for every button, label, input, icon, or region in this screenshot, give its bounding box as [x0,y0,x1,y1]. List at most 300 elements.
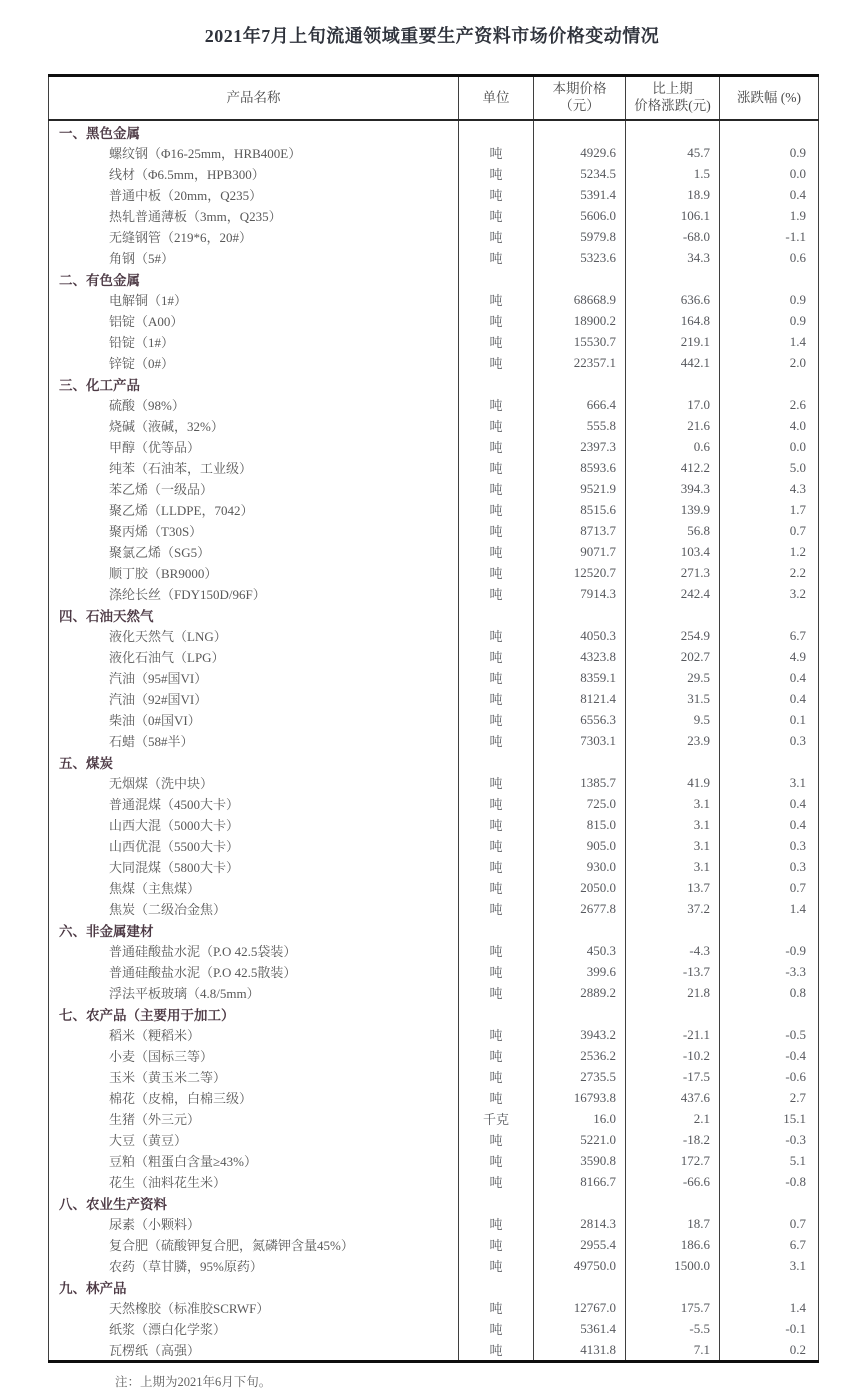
current-price-cell: 68668.9 [534,289,626,310]
current-price-cell: 7303.1 [534,730,626,751]
price-change-cell: 139.9 [626,499,720,520]
section-title: 八、农业生产资料 [49,1192,459,1213]
product-row [49,814,819,835]
price-change-cell: 17.0 [626,394,720,415]
change-percent-cell: 0.4 [720,688,819,709]
product-name-cell: 纯苯（石油苯，工业级） [49,457,459,478]
current-price-cell: 5391.4 [534,184,626,205]
product-row [49,646,819,667]
price-change-cell: 103.4 [626,541,720,562]
current-price-cell: 555.8 [534,415,626,436]
change-percent-cell: 5.0 [720,457,819,478]
unit-cell: 吨 [459,1150,534,1171]
product-name-cell: 大同混煤（5800大卡） [49,856,459,877]
unit-cell: 吨 [459,1318,534,1339]
change-percent-cell: -0.5 [720,1024,819,1045]
price-change-cell: 412.2 [626,457,720,478]
unit-cell: 吨 [459,961,534,982]
unit-cell: 吨 [459,877,534,898]
section-empty-unit-cell [459,1003,534,1024]
table-header [49,76,819,121]
change-percent-cell: 3.1 [720,1255,819,1276]
price-change-cell: -10.2 [626,1045,720,1066]
current-price-cell: 930.0 [534,856,626,877]
change-percent-cell: 1.4 [720,1297,819,1318]
section-empty-pct-cell [720,604,819,625]
product-row [49,394,819,415]
product-name-cell: 稻米（粳稻米） [49,1024,459,1045]
current-price-cell: 15530.7 [534,331,626,352]
footnote: 注：上期为2021年6月下旬。 [115,1375,272,1389]
change-percent-cell: -0.9 [720,940,819,961]
current-price-cell: 2955.4 [534,1234,626,1255]
price-change-cell: 41.9 [626,772,720,793]
product-row [49,205,819,226]
price-change-cell: 18.7 [626,1213,720,1234]
section-empty-price-cell [534,120,626,142]
header-price-change-line1: 比上期 [652,81,693,97]
change-percent-cell: 1.9 [720,205,819,226]
unit-cell: 吨 [459,478,534,499]
product-row [49,898,819,919]
product-row [49,289,819,310]
product-row [49,1024,819,1045]
product-name-cell: 普通硅酸盐水泥（P.O 42.5袋装） [49,940,459,961]
current-price-cell: 4929.6 [534,142,626,163]
product-row [49,184,819,205]
header-current-price [534,76,626,121]
current-price-cell: 5323.6 [534,247,626,268]
unit-cell: 千克 [459,1108,534,1129]
current-price-cell: 2677.8 [534,898,626,919]
unit-cell: 吨 [459,1297,534,1318]
price-change-cell: 31.5 [626,688,720,709]
unit-cell: 吨 [459,709,534,730]
product-name-cell: 锌锭（0#） [49,352,459,373]
change-percent-cell: 1.4 [720,898,819,919]
product-row [49,541,819,562]
product-name-cell: 生猪（外三元） [49,1108,459,1129]
product-row [49,1045,819,1066]
unit-cell: 吨 [459,982,534,1003]
current-price-cell: 8515.6 [534,499,626,520]
current-price-cell: 2889.2 [534,982,626,1003]
product-name-cell: 浮法平板玻璃（4.8/5mm） [49,982,459,1003]
section-row [49,1003,819,1024]
product-row [49,415,819,436]
product-name-cell: 无缝钢管（219*6，20#） [49,226,459,247]
product-name-cell: 玉米（黄玉米二等） [49,1066,459,1087]
current-price-cell: 399.6 [534,961,626,982]
section-empty-pct-cell [720,1192,819,1213]
price-change-cell: -5.5 [626,1318,720,1339]
current-price-cell: 8359.1 [534,667,626,688]
change-percent-cell: -0.8 [720,1171,819,1192]
current-price-cell: 49750.0 [534,1255,626,1276]
product-row [49,142,819,163]
section-empty-unit-cell [459,120,534,142]
change-percent-cell: 1.7 [720,499,819,520]
section-empty-unit-cell [459,604,534,625]
price-change-cell: 3.1 [626,856,720,877]
section-empty-price-cell [534,373,626,394]
change-percent-cell: 0.7 [720,520,819,541]
current-price-cell: 22357.1 [534,352,626,373]
product-row [49,667,819,688]
change-percent-cell: 0.9 [720,310,819,331]
unit-cell: 吨 [459,562,534,583]
product-name-cell: 烧碱（液碱，32%） [49,415,459,436]
change-percent-cell: 1.4 [720,331,819,352]
product-row [49,688,819,709]
product-name-cell: 柴油（0#国VI） [49,709,459,730]
product-row [49,1108,819,1129]
price-change-cell: 437.6 [626,1087,720,1108]
product-row [49,709,819,730]
price-change-cell: 186.6 [626,1234,720,1255]
section-row [49,120,819,142]
current-price-cell: 8713.7 [534,520,626,541]
product-row [49,1339,819,1362]
product-row [49,1150,819,1171]
section-title: 九、林产品 [49,1276,459,1297]
change-percent-cell: 4.9 [720,646,819,667]
change-percent-cell: 0.9 [720,289,819,310]
product-name-cell: 铝锭（A00） [49,310,459,331]
unit-cell: 吨 [459,142,534,163]
product-row [49,961,819,982]
unit-cell: 吨 [459,520,534,541]
current-price-cell: 666.4 [534,394,626,415]
product-row [49,562,819,583]
product-row [49,856,819,877]
unit-cell: 吨 [459,226,534,247]
section-empty-pct-cell [720,919,819,940]
current-price-cell: 3943.2 [534,1024,626,1045]
product-row [49,1087,819,1108]
unit-cell: 吨 [459,835,534,856]
unit-cell: 吨 [459,1024,534,1045]
section-empty-change-cell [626,1276,720,1297]
product-row [49,625,819,646]
current-price-cell: 815.0 [534,814,626,835]
unit-cell: 吨 [459,1171,534,1192]
product-row [49,982,819,1003]
change-percent-cell: 0.6 [720,247,819,268]
change-percent-cell: -0.1 [720,1318,819,1339]
price-change-cell: 56.8 [626,520,720,541]
unit-cell: 吨 [459,394,534,415]
product-row [49,940,819,961]
unit-cell: 吨 [459,415,534,436]
section-empty-price-cell [534,604,626,625]
current-price-cell: 4050.3 [534,625,626,646]
unit-cell: 吨 [459,541,534,562]
product-name-cell: 大豆（黄豆） [49,1129,459,1150]
product-row [49,310,819,331]
section-row [49,604,819,625]
product-name-cell: 顺丁胶（BR9000） [49,562,459,583]
product-name-cell: 液化石油气（LPG） [49,646,459,667]
price-change-cell: -21.1 [626,1024,720,1045]
section-empty-price-cell [534,1276,626,1297]
product-row [49,1129,819,1150]
unit-cell: 吨 [459,646,534,667]
section-row [49,268,819,289]
section-empty-price-cell [534,751,626,772]
product-name-cell: 天然橡胶（标准胶SCRWF） [49,1297,459,1318]
change-percent-cell: -0.6 [720,1066,819,1087]
change-percent-cell: 4.3 [720,478,819,499]
product-name-cell: 涤纶长丝（FDY150D/96F） [49,583,459,604]
price-change-cell: 1.5 [626,163,720,184]
product-row [49,1213,819,1234]
current-price-cell: 2050.0 [534,877,626,898]
section-empty-unit-cell [459,1276,534,1297]
product-row [49,457,819,478]
price-change-cell: 106.1 [626,205,720,226]
product-name-cell: 汽油（92#国VI） [49,688,459,709]
price-change-cell: -68.0 [626,226,720,247]
price-change-cell: 202.7 [626,646,720,667]
product-row [49,835,819,856]
current-price-cell: 12767.0 [534,1297,626,1318]
product-name-cell: 瓦楞纸（高强） [49,1339,459,1362]
price-change-cell: 21.8 [626,982,720,1003]
section-empty-unit-cell [459,919,534,940]
section-title: 六、非金属建材 [49,919,459,940]
current-price-cell: 5234.5 [534,163,626,184]
change-percent-cell: 0.7 [720,877,819,898]
price-change-cell: -66.6 [626,1171,720,1192]
change-percent-cell: 0.0 [720,436,819,457]
price-change-cell: 7.1 [626,1339,720,1362]
product-name-cell: 液化天然气（LNG） [49,625,459,646]
price-change-cell: 37.2 [626,898,720,919]
section-row [49,1192,819,1213]
section-title: 七、农产品（主要用于加工） [49,1003,459,1024]
current-price-cell: 18900.2 [534,310,626,331]
section-empty-change-cell [626,919,720,940]
product-row [49,331,819,352]
current-price-cell: 450.3 [534,940,626,961]
current-price-cell: 905.0 [534,835,626,856]
product-name-cell: 棉花（皮棉，白棉三级） [49,1087,459,1108]
section-empty-pct-cell [720,120,819,142]
section-empty-price-cell [534,268,626,289]
price-change-cell: 636.6 [626,289,720,310]
product-name-cell: 尿素（小颗料） [49,1213,459,1234]
change-percent-cell: 0.3 [720,730,819,751]
unit-cell: 吨 [459,331,534,352]
page-title: 2021年7月上旬流通领域重要生产资料市场价格变动情况 [204,26,660,46]
price-change-cell: -13.7 [626,961,720,982]
unit-cell: 吨 [459,583,534,604]
product-row [49,226,819,247]
current-price-cell: 4131.8 [534,1339,626,1362]
change-percent-cell: 2.7 [720,1087,819,1108]
section-empty-change-cell [626,120,720,142]
unit-cell: 吨 [459,457,534,478]
unit-cell: 吨 [459,1255,534,1276]
unit-cell: 吨 [459,310,534,331]
product-name-cell: 硫酸（98%） [49,394,459,415]
unit-cell: 吨 [459,499,534,520]
product-name-cell: 聚乙烯（LLDPE，7042） [49,499,459,520]
change-percent-cell: 1.2 [720,541,819,562]
section-title: 四、石油天然气 [49,604,459,625]
change-percent-cell: 2.6 [720,394,819,415]
section-empty-pct-cell [720,373,819,394]
product-row [49,877,819,898]
current-price-cell: 2397.3 [534,436,626,457]
section-row [49,919,819,940]
change-percent-cell: 0.8 [720,982,819,1003]
product-name-cell: 普通混煤（4500大卡） [49,793,459,814]
price-change-cell: 172.7 [626,1150,720,1171]
unit-cell: 吨 [459,184,534,205]
current-price-cell: 9071.7 [534,541,626,562]
product-name-cell: 电解铜（1#） [49,289,459,310]
product-row [49,352,819,373]
product-name-cell: 普通中板（20mm，Q235） [49,184,459,205]
current-price-cell: 3590.8 [534,1150,626,1171]
unit-cell: 吨 [459,1129,534,1150]
product-row [49,520,819,541]
change-percent-cell: -1.1 [720,226,819,247]
section-title: 二、有色金属 [49,268,459,289]
unit-cell: 吨 [459,856,534,877]
unit-cell: 吨 [459,814,534,835]
price-table [48,74,819,1363]
current-price-cell: 7914.3 [534,583,626,604]
product-row [49,1297,819,1318]
current-price-cell: 8593.6 [534,457,626,478]
price-change-cell: 254.9 [626,625,720,646]
price-change-cell: 271.3 [626,562,720,583]
current-price-cell: 6556.3 [534,709,626,730]
change-percent-cell: 5.1 [720,1150,819,1171]
product-row [49,1066,819,1087]
product-name-cell: 花生（油料花生米） [49,1171,459,1192]
price-change-cell: 3.1 [626,835,720,856]
current-price-cell: 16793.8 [534,1087,626,1108]
price-change-cell: 45.7 [626,142,720,163]
header-change-percent: 涨跌幅 (%) [720,76,819,121]
change-percent-cell: 0.4 [720,793,819,814]
product-name-cell: 热轧普通薄板（3mm，Q235） [49,205,459,226]
price-change-cell: 219.1 [626,331,720,352]
price-change-cell: -18.2 [626,1129,720,1150]
section-empty-unit-cell [459,373,534,394]
product-row [49,1171,819,1192]
header-unit: 单位 [459,76,534,121]
price-change-cell: 442.1 [626,352,720,373]
section-empty-change-cell [626,604,720,625]
price-change-cell: 242.4 [626,583,720,604]
current-price-cell: 2814.3 [534,1213,626,1234]
unit-cell: 吨 [459,1045,534,1066]
section-title: 五、煤炭 [49,751,459,772]
product-name-cell: 山西大混（5000大卡） [49,814,459,835]
change-percent-cell: 6.7 [720,625,819,646]
section-empty-pct-cell [720,268,819,289]
change-percent-cell: -3.3 [720,961,819,982]
product-name-cell: 无烟煤（洗中块） [49,772,459,793]
price-change-cell: 34.3 [626,247,720,268]
unit-cell: 吨 [459,247,534,268]
section-empty-pct-cell [720,1003,819,1024]
product-name-cell: 复合肥（硫酸钾复合肥，氮磷钾含量45%） [49,1234,459,1255]
section-title: 三、化工产品 [49,373,459,394]
unit-cell: 吨 [459,1339,534,1362]
product-row [49,730,819,751]
header-row [49,76,819,121]
section-row [49,1276,819,1297]
change-percent-cell: 0.4 [720,184,819,205]
section-empty-price-cell [534,1192,626,1213]
product-name-cell: 汽油（95#国VI） [49,667,459,688]
section-empty-change-cell [626,751,720,772]
change-percent-cell: -0.3 [720,1129,819,1150]
price-change-cell: 164.8 [626,310,720,331]
current-price-cell: 1385.7 [534,772,626,793]
section-empty-change-cell [626,1192,720,1213]
unit-cell: 吨 [459,730,534,751]
product-row [49,478,819,499]
product-name-cell: 螺纹钢（Φ16-25mm，HRB400E） [49,142,459,163]
unit-cell: 吨 [459,667,534,688]
unit-cell: 吨 [459,793,534,814]
section-row [49,373,819,394]
current-price-cell: 16.0 [534,1108,626,1129]
change-percent-cell: 0.7 [720,1213,819,1234]
change-percent-cell: 0.2 [720,1339,819,1362]
price-change-cell: 21.6 [626,415,720,436]
price-change-cell: -4.3 [626,940,720,961]
product-name-cell: 豆粕（粗蛋白含量≥43%） [49,1150,459,1171]
product-name-cell: 纸浆（漂白化学浆） [49,1318,459,1339]
change-percent-cell: 4.0 [720,415,819,436]
change-percent-cell: 0.1 [720,709,819,730]
unit-cell: 吨 [459,163,534,184]
price-change-cell: 29.5 [626,667,720,688]
current-price-cell: 2735.5 [534,1066,626,1087]
header-product-name: 产品名称 [49,76,459,121]
section-empty-unit-cell [459,751,534,772]
current-price-cell: 2536.2 [534,1045,626,1066]
section-empty-change-cell [626,268,720,289]
change-percent-cell: 2.2 [720,562,819,583]
current-price-cell: 4323.8 [534,646,626,667]
section-empty-price-cell [534,1003,626,1024]
price-change-cell: 3.1 [626,814,720,835]
product-name-cell: 山西优混（5500大卡） [49,835,459,856]
change-percent-cell: 3.1 [720,772,819,793]
current-price-cell: 8166.7 [534,1171,626,1192]
change-percent-cell: 0.4 [720,814,819,835]
unit-cell: 吨 [459,1234,534,1255]
header-price-change-line2: 价格涨跌(元) [634,98,711,113]
price-change-cell: 394.3 [626,478,720,499]
unit-cell: 吨 [459,625,534,646]
change-percent-cell: 6.7 [720,1234,819,1255]
price-change-cell: 3.1 [626,793,720,814]
unit-cell: 吨 [459,1066,534,1087]
unit-cell: 吨 [459,940,534,961]
product-name-cell: 甲醇（优等品） [49,436,459,457]
section-empty-price-cell [534,919,626,940]
